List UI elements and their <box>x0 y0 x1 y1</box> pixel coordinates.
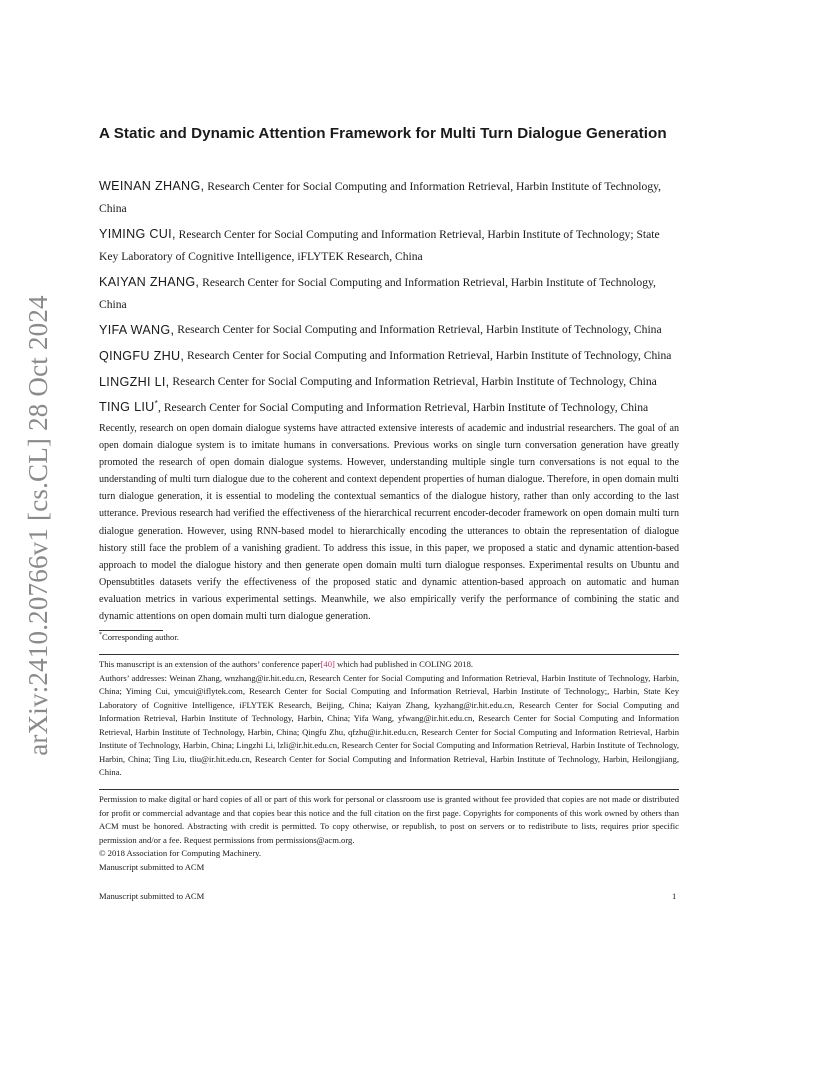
author-name: YIFA WANG, <box>99 322 175 337</box>
manuscript-submitted-note: Manuscript submitted to ACM <box>99 861 205 872</box>
paper-title: A Static and Dynamic Attention Framework for Multi Turn Dialogue Generation <box>99 125 667 142</box>
author-affiliation: Research Center for Social Computing and Information Retrieval, Harbin Institute of Technology, China <box>99 275 656 311</box>
author-affiliation: Research Center for Social Computing and Information Retrieval, Harbin Institute of Technology, China <box>99 180 662 215</box>
corresponding-author-footnote: *Corresponding author. <box>99 632 179 642</box>
page-number: 1 <box>672 891 677 901</box>
manuscript-divider <box>99 654 679 655</box>
conference-note: This manuscript is an extension of the authors’ conference paper[40] which had published in COLING 2018. <box>99 659 474 669</box>
author-name: YIMING CUI, <box>99 226 176 241</box>
author-entry <box>99 341 679 367</box>
author-entry <box>99 367 679 393</box>
authors-addresses: Authors’ addresses: Weinan Zhang, wnzhang@ir.hit.edu.cn, Research Center for Social Computing and Information Retrieval, Harbin Institute of Technology, Harbin, China; Yiming Cui, ymcui@iflytek.com, Research Center for Social Computing and Information Retrieval, Harbin Institute of Technology;, Harbin, State Key Laboratory of Cognitive Intelligence, iFLYTEK Research, Beijing, China; Kaiyan Zhang, kyzhang@ir.hit.edu.cn, Research Center for Social Computing and Information Retrieval, Harbin Institute of Technology, Harbin, China; Yifa Wang, yfwang@ir.hit.edu.cn, Research Center for Social Computing and Information Retrieval, Harbin Institute of Technology, Harbin, China; Qingfu Zhu, qfzhu@ir.hit.edu.cn, Research Center for Social Computing and Information Retrieval, Harbin Institute of Technology, Harbin, China; Lingzhi Li, lzli@ir.hit.edu.cn, Research Center for Social Computing and Information Retrieval, Harbin Institute of Technology, Harbin, China; Ting Liu, tliu@ir.hit.edu.cn, Research Center for Social Computing and Information Retrieval, Harbin Institute of Technology, Harbin, Heilongjiang, China. <box>99 672 679 777</box>
author-affiliation: , Research Center for Social Computing and Information Retrieval, Harbin Institute of Technology, China <box>158 401 649 415</box>
author-name: LINGZHI LI, <box>99 374 170 389</box>
permission-text: Permission to make digital or hard copies of all or part of this work for personal or classroom use is granted without fee provided that copies are not made or distributed for profit or commercial advantage and that copies bear this notice and the full citation on the first page. Copyrights for components of this work owned by others than ACM must be honored. Abstracting with credit is permitted. To copy otherwise, or republish, to post on servers or to redistribute to lists, requires prior specific permission and/or a fee. Request permissions from permissions@acm.org. <box>99 794 679 845</box>
author-affiliation: Research Center for Social Computing and Information Retrieval, Harbin Institute of Technology, China <box>169 375 657 389</box>
author-name: WEINAN ZHANG, <box>99 179 205 194</box>
author-entry <box>99 220 679 268</box>
author-list <box>99 172 679 419</box>
footer-left: Manuscript submitted to ACM <box>99 891 205 901</box>
footnote-divider <box>99 630 163 631</box>
author-name: TING LIU* <box>99 399 159 415</box>
author-entry <box>99 172 679 220</box>
permission-block <box>99 793 679 874</box>
arxiv-identifier-stamp <box>18 290 58 760</box>
manuscript-note <box>99 658 679 780</box>
author-entry <box>99 393 679 419</box>
author-affiliation: Research Center for Social Computing and Information Retrieval, Harbin Institute of Technology, China <box>184 349 672 363</box>
author-entry <box>99 268 679 316</box>
author-name: KAIYAN ZHANG, <box>99 274 200 289</box>
author-name: QINGFU ZHU, <box>99 348 185 363</box>
author-entry <box>99 315 679 341</box>
author-affiliation: Research Center for Social Computing and Information Retrieval, Harbin Institute of Technology; State Key Laboratory of Cognitive Intelligence, iFLYTEK Research, China <box>99 227 660 263</box>
permission-divider <box>99 789 679 790</box>
copyright-line: © 2018 Association for Computing Machinery. <box>99 848 262 858</box>
author-affiliation: Research Center for Social Computing and Information Retrieval, Harbin Institute of Technology, China <box>174 323 662 337</box>
arxiv-id-text: arXiv:2410.20766v1 [cs.CL] 28 Oct 2024 <box>22 294 53 756</box>
citation-link[interactable]: [40] <box>320 659 335 669</box>
abstract-paragraph: Recently, research on open domain dialogue systems have attracted extensive interests of academic and industrial researchers. The goal of an open domain dialogue system is to imitate humans in conversations. Previous works on single turn conversation generation have greatly promoted the research of open domain dialogue systems. However, understanding multiple single turn conversations is not equal to the understanding of multi turn dialogue due to the coherent and context dependent properties of human dialogue. Therefore, in open domain multi turn dialogue generation, it is essential to modeling the contextual semantics of the dialogue history, rather than only according to the last utterance. Previous research had verified the effectiveness of the hierarchical recurrent encoder-decoder framework on open domain multi turn dialogue generation. However, using RNN-based model to hierarchically encoding the utterances to obtain the representation of dialogue history still face the problem of a vanishing gradient. To address this issue, in this paper, we proposed a static and dynamic attention-based approach to model the dialogue history and then generate open domain multi turn dialogue responses. Experimental results on Ubuntu and Opensubtitles datasets verify the effectiveness of the proposed static and dynamic attention-based approach on automatic and human evaluation metrics in various experimental settings. Meanwhile, we also empirically verify the performance of combining the static and dynamic attentions on open domain multi turn dialogue generation. <box>99 423 679 623</box>
